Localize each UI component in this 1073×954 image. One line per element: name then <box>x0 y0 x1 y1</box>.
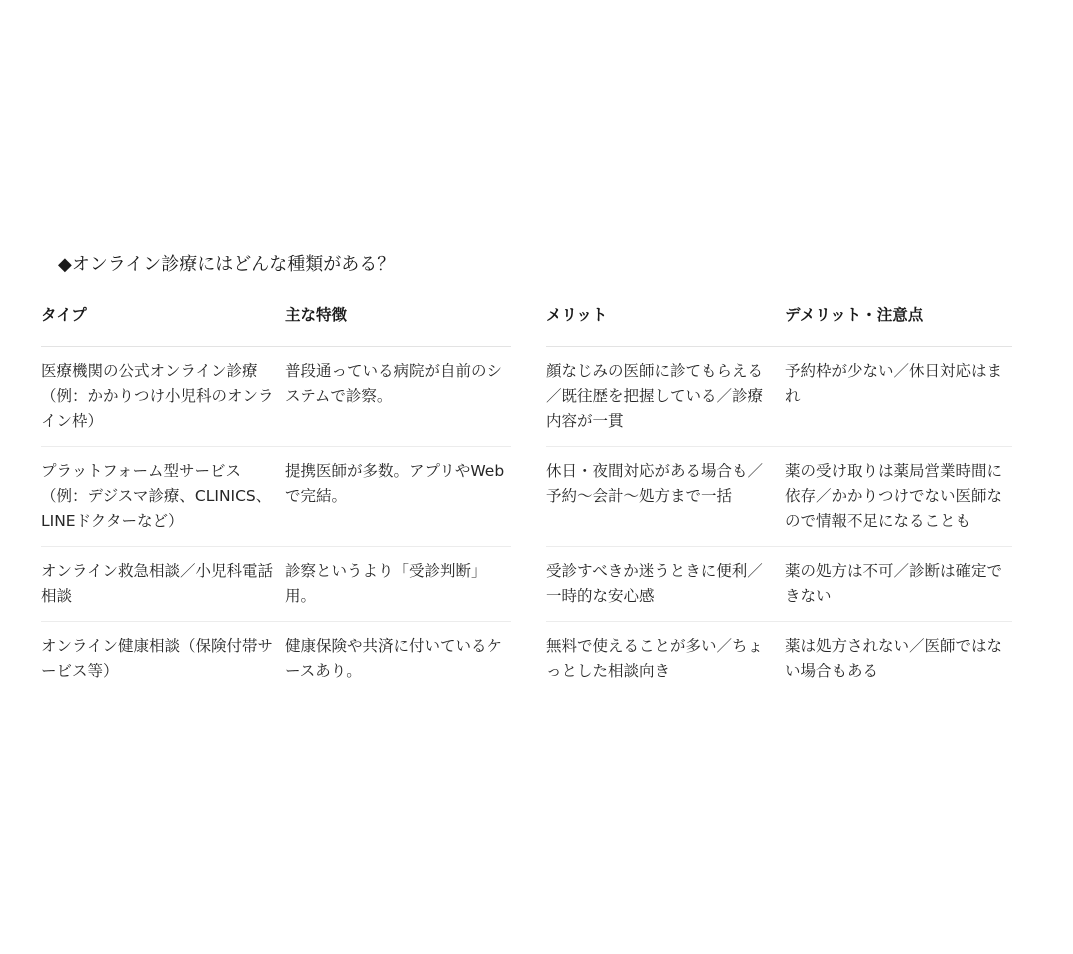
table-cell-demerits: 薬の処方は不可／診断は確定できない <box>785 562 1003 605</box>
table-row <box>41 547 511 622</box>
table-cell-type: オンライン健康相談（保険付帯サービス等） <box>41 637 274 680</box>
table-cell-features: 提携医師が多数。アプリやWebで完結。 <box>285 462 505 505</box>
column-header-type: タイプ <box>41 306 87 324</box>
table-cell-features: 普段通っている病院が自前のシステムで診察。 <box>285 362 503 405</box>
table-row <box>546 622 1012 697</box>
table-cell-merits: 受診すべきか迷うときに便利／一時的な安心感 <box>546 562 763 605</box>
table-row <box>41 447 511 547</box>
table-cell-merits: 休日・夜間対応がある場合も／予約〜会計〜処方まで一括 <box>546 462 764 505</box>
table-cell-merits: 無料で使えることが多い／ちょっとした相談向き <box>546 637 764 680</box>
online-clinic-type-table <box>41 303 511 696</box>
table-cell-features: 診察というより「受診判断」用。 <box>285 562 487 605</box>
table-cell-demerits: 予約枠が少ない／休日対応はまれ <box>785 362 1003 405</box>
table-cell-type: 医療機関の公式オンライン診療（例：かかりつけ小児科のオンライン枠） <box>41 362 274 430</box>
table-cell-demerits: 薬の受け取りは薬局営業時間に依存／かかりつけでない医師なので情報不足になることも <box>785 462 1003 530</box>
merit-demerit-table <box>546 303 1012 696</box>
column-header-demerits: デメリット・注意点 <box>785 306 924 324</box>
table-cell-demerits: 薬は処方されない／医師ではない場合もある <box>785 637 1003 680</box>
column-header-features: 主な特徴 <box>285 306 348 324</box>
table-row <box>41 622 511 697</box>
table-row <box>546 447 1012 547</box>
table-cell-type: オンライン救急相談／小児科電話相談 <box>41 562 274 605</box>
table-row <box>546 547 1012 622</box>
table-header-row <box>41 303 511 347</box>
table-cell-features: 健康保険や共済に付いているケースあり。 <box>285 637 503 680</box>
table-row <box>546 347 1012 447</box>
table-cell-merits: 顔なじみの医師に診てもらえる／既往歴を把握している／診療内容が一貫 <box>546 362 764 430</box>
table-header-row <box>546 303 1012 347</box>
table-cell-type: プラットフォーム型サービス（例：デジスマ診療、CLINICS、LINEドクターなど） <box>41 462 272 530</box>
page-title: ◆オンライン診療にはどんな種類がある？ <box>58 254 396 275</box>
column-header-merits: メリット <box>546 306 608 324</box>
table-row <box>41 347 511 447</box>
